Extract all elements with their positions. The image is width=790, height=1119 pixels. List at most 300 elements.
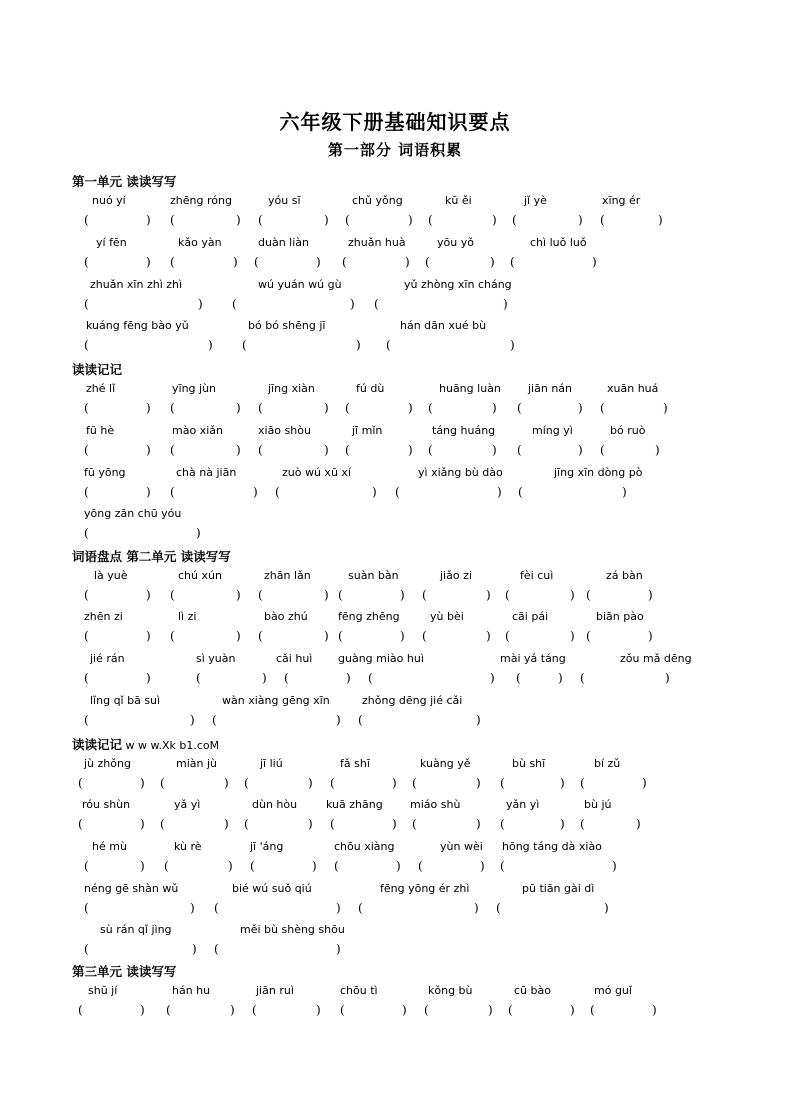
blank-close-paren: ) [486, 588, 491, 602]
blank-open-paren: ( [422, 588, 427, 602]
answer-blank-row [72, 485, 762, 503]
pinyin-word: kǎo yàn [178, 236, 222, 249]
pinyin-word: yǎ yì [174, 798, 201, 811]
pinyin-word: nuó yí [92, 194, 126, 207]
blank-open-paren: ( [84, 485, 89, 499]
pinyin-word: bào zhú [264, 610, 308, 623]
pinyin-word: fēng yōng ér zhì [380, 882, 470, 895]
blank-close-paren: ) [497, 485, 502, 499]
pinyin-word: chōu xiàng [334, 840, 395, 853]
blank-open-paren: ( [212, 713, 217, 727]
blank-open-paren: ( [500, 859, 505, 873]
blank-open-paren: ( [418, 859, 423, 873]
pinyin-word: zhuǎn huà [348, 236, 406, 249]
pinyin-word: fēng zhēng [338, 610, 400, 623]
blank-close-paren: ) [350, 297, 355, 311]
pinyin-word: hán dān xué bù [400, 319, 487, 332]
blank-open-paren: ( [244, 776, 249, 790]
blank-close-paren: ) [146, 588, 151, 602]
blank-close-paren: ) [592, 255, 597, 269]
blank-open-paren: ( [84, 629, 89, 643]
blank-open-paren: ( [508, 1003, 513, 1017]
blank-close-paren: ) [228, 859, 233, 873]
blank-close-paren: ) [346, 671, 351, 685]
blank-close-paren: ) [236, 588, 241, 602]
pinyin-word: hōng táng dà xiào [502, 840, 602, 853]
blank-open-paren: ( [258, 443, 263, 457]
blank-close-paren: ) [233, 255, 238, 269]
blank-close-paren: ) [480, 859, 485, 873]
blank-open-paren: ( [170, 213, 175, 227]
blank-open-paren: ( [258, 629, 263, 643]
pinyin-word: cū bào [514, 984, 551, 997]
pinyin-word: jī liú [260, 757, 283, 770]
blank-open-paren: ( [160, 817, 165, 831]
pinyin-word: yù bèi [430, 610, 464, 623]
pinyin-word: jié rán [90, 652, 125, 665]
pinyin-row [72, 569, 762, 587]
blank-close-paren: ) [236, 629, 241, 643]
pinyin-word: miáo shù [410, 798, 461, 811]
blank-close-paren: ) [648, 629, 653, 643]
blank-open-paren: ( [586, 629, 591, 643]
pinyin-word: zá bàn [606, 569, 643, 582]
pinyin-word: guàng miào huì [338, 652, 424, 665]
blank-open-paren: ( [340, 1003, 345, 1017]
blank-close-paren: ) [570, 1003, 575, 1017]
blank-open-paren: ( [586, 588, 591, 602]
pinyin-word: yīng jùn [172, 382, 217, 395]
blank-close-paren: ) [490, 671, 495, 685]
blank-open-paren: ( [170, 629, 175, 643]
section-heading-watermark: w w w.Xk b1.coM [122, 739, 220, 752]
blank-close-paren: ) [146, 443, 151, 457]
blank-close-paren: ) [336, 942, 341, 956]
blank-open-paren: ( [516, 671, 521, 685]
pinyin-word: zhān lǎn [264, 569, 311, 582]
blank-open-paren: ( [600, 401, 605, 415]
blank-open-paren: ( [338, 629, 343, 643]
blank-close-paren: ) [324, 443, 329, 457]
blank-open-paren: ( [84, 297, 89, 311]
blank-open-paren: ( [170, 588, 175, 602]
pinyin-word: jīng xiàn [268, 382, 315, 395]
blank-open-paren: ( [84, 859, 89, 873]
blank-close-paren: ) [490, 255, 495, 269]
blank-open-paren: ( [422, 629, 427, 643]
pinyin-word: měi bù shèng shōu [240, 923, 345, 936]
blank-open-paren: ( [232, 297, 237, 311]
pinyin-word: là yuè [94, 569, 128, 582]
blank-open-paren: ( [78, 817, 83, 831]
blank-close-paren: ) [140, 817, 145, 831]
blank-open-paren: ( [330, 817, 335, 831]
blank-close-paren: ) [208, 338, 213, 352]
blank-close-paren: ) [236, 443, 241, 457]
pinyin-row [72, 882, 762, 900]
blank-close-paren: ) [224, 776, 229, 790]
blank-open-paren: ( [500, 817, 505, 831]
blank-close-paren: ) [558, 671, 563, 685]
blank-close-paren: ) [146, 401, 151, 415]
blank-close-paren: ) [400, 629, 405, 643]
blank-close-paren: ) [146, 629, 151, 643]
pinyin-word: zhēn zi [84, 610, 123, 623]
pinyin-row [72, 236, 762, 254]
answer-blank-row [72, 443, 762, 461]
blank-close-paren: ) [146, 255, 151, 269]
blank-open-paren: ( [580, 817, 585, 831]
pinyin-word: chōu tì [340, 984, 378, 997]
pinyin-row [72, 798, 762, 816]
pinyin-word: xiāo shòu [258, 424, 311, 437]
blank-close-paren: ) [312, 859, 317, 873]
blank-open-paren: ( [84, 443, 89, 457]
section-heading [72, 735, 219, 753]
blank-open-paren: ( [600, 443, 605, 457]
blank-close-paren: ) [663, 401, 668, 415]
blank-open-paren: ( [170, 255, 175, 269]
blank-close-paren: ) [408, 443, 413, 457]
pinyin-word: jīng xīn dòng pò [554, 466, 643, 479]
blank-open-paren: ( [505, 588, 510, 602]
pinyin-word: hé mù [92, 840, 127, 853]
pinyin-row [72, 610, 762, 628]
pinyin-word: yōu yǒ [437, 236, 474, 249]
blank-open-paren: ( [600, 213, 605, 227]
pinyin-row [72, 507, 762, 525]
blank-open-paren: ( [284, 671, 289, 685]
blank-close-paren: ) [405, 255, 410, 269]
blank-open-paren: ( [84, 526, 89, 540]
blank-open-paren: ( [580, 776, 585, 790]
blank-open-paren: ( [345, 213, 350, 227]
blank-open-paren: ( [160, 776, 165, 790]
answer-blank-row [72, 588, 762, 606]
blank-open-paren: ( [425, 255, 430, 269]
blank-close-paren: ) [140, 776, 145, 790]
page-title: 六年级下册基础知识要点 [279, 110, 511, 134]
blank-open-paren: ( [214, 942, 219, 956]
pinyin-word: bù shī [512, 757, 546, 770]
blank-open-paren: ( [590, 1003, 595, 1017]
blank-open-paren: ( [345, 401, 350, 415]
pinyin-word: duàn liàn [258, 236, 309, 249]
blank-open-paren: ( [170, 485, 175, 499]
pinyin-word: zhuǎn xīn zhì zhì [90, 278, 183, 291]
pinyin-word: bù jú [584, 798, 612, 811]
blank-close-paren: ) [324, 401, 329, 415]
pinyin-row [72, 319, 762, 337]
blank-open-paren: ( [78, 776, 83, 790]
pinyin-word: bó bó shēng jī [248, 319, 326, 332]
pinyin-word: xīng ér [602, 194, 641, 207]
pinyin-word: jiǎo zi [440, 569, 472, 582]
pinyin-row [72, 278, 762, 296]
blank-close-paren: ) [622, 485, 627, 499]
blank-open-paren: ( [84, 713, 89, 727]
blank-open-paren: ( [358, 901, 363, 915]
pinyin-word: néng gē shàn wǔ [84, 882, 179, 895]
pinyin-word: wú yuán wú gù [258, 278, 342, 291]
pinyin-word: pū tiān gài dì [522, 882, 595, 895]
blank-close-paren: ) [140, 1003, 145, 1017]
pinyin-word: yùn wèi [440, 840, 483, 853]
section-heading [72, 360, 122, 378]
blank-open-paren: ( [84, 213, 89, 227]
blank-close-paren: ) [236, 401, 241, 415]
pinyin-word: jiān nán [528, 382, 573, 395]
blank-close-paren: ) [560, 776, 565, 790]
blank-close-paren: ) [146, 485, 151, 499]
blank-close-paren: ) [578, 443, 583, 457]
answer-blank-row [72, 338, 762, 356]
answer-blank-row [72, 255, 762, 273]
blank-open-paren: ( [84, 671, 89, 685]
blank-close-paren: ) [190, 901, 195, 915]
blank-open-paren: ( [166, 1003, 171, 1017]
blank-close-paren: ) [408, 213, 413, 227]
blank-close-paren: ) [492, 443, 497, 457]
pinyin-word: yǎn yì [506, 798, 540, 811]
blank-close-paren: ) [336, 713, 341, 727]
section-heading [72, 547, 231, 565]
pinyin-word: jī 'áng [250, 840, 284, 853]
blank-open-paren: ( [424, 1003, 429, 1017]
blank-close-paren: ) [655, 443, 660, 457]
blank-open-paren: ( [512, 213, 517, 227]
pinyin-row [72, 466, 762, 484]
blank-open-paren: ( [496, 901, 501, 915]
pinyin-row [72, 757, 762, 775]
blank-open-paren: ( [244, 817, 249, 831]
blank-open-paren: ( [334, 859, 339, 873]
pinyin-word: táng huáng [432, 424, 496, 437]
blank-open-paren: ( [412, 776, 417, 790]
section-heading-text: 第三单元 读读写写 [72, 964, 177, 979]
blank-close-paren: ) [492, 401, 497, 415]
blank-close-paren: ) [396, 859, 401, 873]
blank-close-paren: ) [356, 338, 361, 352]
pinyin-word: cǎi huì [276, 652, 313, 665]
blank-open-paren: ( [252, 1003, 257, 1017]
answer-blank-row [72, 213, 762, 231]
pinyin-word: jiān ruì [256, 984, 294, 997]
answer-blank-row [72, 901, 762, 919]
blank-close-paren: ) [402, 1003, 407, 1017]
pinyin-word: huāng luàn [439, 382, 501, 395]
blank-close-paren: ) [308, 817, 313, 831]
blank-close-paren: ) [658, 213, 663, 227]
blank-open-paren: ( [412, 817, 417, 831]
blank-close-paren: ) [262, 671, 267, 685]
pinyin-row [72, 923, 762, 941]
blank-open-paren: ( [242, 338, 247, 352]
pinyin-word: róu shùn [82, 798, 131, 811]
pinyin-row [72, 194, 762, 212]
pinyin-word: jī mǐn [352, 424, 383, 437]
blank-open-paren: ( [170, 443, 175, 457]
blank-close-paren: ) [604, 901, 609, 915]
blank-open-paren: ( [84, 588, 89, 602]
blank-close-paren: ) [146, 213, 151, 227]
blank-open-paren: ( [517, 443, 522, 457]
blank-open-paren: ( [518, 485, 523, 499]
blank-close-paren: ) [665, 671, 670, 685]
blank-open-paren: ( [164, 859, 169, 873]
blank-open-paren: ( [428, 401, 433, 415]
blank-open-paren: ( [258, 213, 263, 227]
pinyin-word: yí fēn [96, 236, 127, 249]
blank-close-paren: ) [636, 817, 641, 831]
pinyin-word: kū ěi [445, 194, 472, 207]
blank-close-paren: ) [474, 901, 479, 915]
blank-close-paren: ) [196, 526, 201, 540]
blank-close-paren: ) [560, 817, 565, 831]
answer-blank-row [72, 817, 762, 835]
pinyin-word: kǒng bù [428, 984, 473, 997]
blank-close-paren: ) [316, 1003, 321, 1017]
pinyin-word: kuā zhāng [326, 798, 383, 811]
blank-close-paren: ) [192, 942, 197, 956]
pinyin-word: jù zhǒng [84, 757, 131, 770]
pinyin-word: fū yōng [84, 466, 126, 479]
pinyin-word: zhēng róng [170, 194, 232, 207]
pinyin-word: shū jí [88, 984, 118, 997]
pinyin-row [72, 694, 762, 712]
blank-close-paren: ) [476, 713, 481, 727]
blank-close-paren: ) [578, 401, 583, 415]
answer-blank-row [72, 671, 762, 689]
pinyin-word: chú xún [178, 569, 222, 582]
answer-blank-row [72, 713, 762, 731]
blank-close-paren: ) [612, 859, 617, 873]
pinyin-word: zhǒng dēng jié cǎi [362, 694, 463, 707]
blank-open-paren: ( [500, 776, 505, 790]
blank-close-paren: ) [146, 671, 151, 685]
blank-open-paren: ( [250, 859, 255, 873]
blank-open-paren: ( [345, 443, 350, 457]
blank-open-paren: ( [428, 443, 433, 457]
blank-open-paren: ( [275, 485, 280, 499]
section-heading-text: 第一单元 读读写写 [72, 174, 177, 189]
blank-open-paren: ( [338, 588, 343, 602]
pinyin-word: cāi pái [512, 610, 549, 623]
blank-open-paren: ( [84, 901, 89, 915]
pinyin-row [72, 840, 762, 858]
answer-blank-row [72, 776, 762, 794]
blank-close-paren: ) [400, 588, 405, 602]
blank-open-paren: ( [84, 255, 89, 269]
blank-close-paren: ) [324, 588, 329, 602]
blank-close-paren: ) [476, 776, 481, 790]
pinyin-word: kù rè [174, 840, 202, 853]
blank-open-paren: ( [330, 776, 335, 790]
blank-open-paren: ( [196, 671, 201, 685]
pinyin-word: lì zi [178, 610, 197, 623]
pinyin-word: sù rán qǐ jìng [100, 923, 172, 936]
blank-close-paren: ) [642, 776, 647, 790]
pinyin-word: mào xiǎn [172, 424, 223, 437]
blank-close-paren: ) [570, 629, 575, 643]
section-heading [72, 172, 176, 190]
pinyin-word: fǎ shī [340, 757, 370, 770]
blank-open-paren: ( [517, 401, 522, 415]
blank-open-paren: ( [84, 401, 89, 415]
blank-open-paren: ( [258, 588, 263, 602]
blank-close-paren: ) [372, 485, 377, 499]
pinyin-word: fū hè [86, 424, 115, 437]
pinyin-word: mó guǐ [594, 984, 632, 997]
pinyin-word: yóu sī [268, 194, 301, 207]
pinyin-row [72, 424, 762, 442]
blank-close-paren: ) [336, 901, 341, 915]
pinyin-word: yōng zān chū yóu [84, 507, 182, 520]
answer-blank-row [72, 859, 762, 877]
pinyin-word: míng yì [532, 424, 573, 437]
pinyin-word: fú dù [356, 382, 385, 395]
pinyin-word: lǐng qǐ bā suì [90, 694, 161, 707]
answer-blank-row [72, 942, 762, 960]
pinyin-word: dùn hòu [252, 798, 298, 811]
answer-blank-row [72, 1003, 762, 1021]
pinyin-word: biān pào [596, 610, 644, 623]
blank-close-paren: ) [324, 629, 329, 643]
pinyin-word: mài yá táng [500, 652, 566, 665]
blank-close-paren: ) [578, 213, 583, 227]
blank-open-paren: ( [78, 1003, 83, 1017]
page-subtitle: 第一部分 词语积累 [327, 141, 463, 159]
blank-open-paren: ( [505, 629, 510, 643]
answer-blank-row [72, 297, 762, 315]
pinyin-word: chà nà jiān [176, 466, 237, 479]
pinyin-word: zuò wú xū xí [282, 466, 351, 479]
blank-close-paren: ) [488, 1003, 493, 1017]
blank-open-paren: ( [258, 401, 263, 415]
blank-close-paren: ) [392, 817, 397, 831]
blank-close-paren: ) [140, 859, 145, 873]
blank-open-paren: ( [214, 901, 219, 915]
pinyin-word: zǒu mǎ dēng [620, 652, 692, 665]
blank-close-paren: ) [224, 817, 229, 831]
pinyin-word: kuáng fēng bào yǔ [86, 319, 189, 332]
pinyin-word: hán hu [172, 984, 211, 997]
blank-close-paren: ) [652, 1003, 657, 1017]
pinyin-row [72, 382, 762, 400]
answer-blank-row [72, 401, 762, 419]
pinyin-word: jǐ yè [524, 194, 547, 207]
answer-blank-row [72, 629, 762, 647]
pinyin-word: bié wú suǒ qiú [232, 882, 312, 895]
blank-open-paren: ( [254, 255, 259, 269]
section-heading-text: 读读记记 [72, 362, 123, 377]
blank-close-paren: ) [198, 297, 203, 311]
pinyin-word: suàn bàn [348, 569, 399, 582]
blank-close-paren: ) [476, 817, 481, 831]
pinyin-word: sì yuàn [196, 652, 236, 665]
blank-open-paren: ( [84, 338, 89, 352]
blank-close-paren: ) [392, 776, 397, 790]
blank-close-paren: ) [316, 255, 321, 269]
blank-close-paren: ) [236, 213, 241, 227]
pinyin-word: zhé lǐ [86, 382, 116, 395]
pinyin-word: yì xiǎng bù dào [418, 466, 503, 479]
blank-open-paren: ( [428, 213, 433, 227]
blank-close-paren: ) [324, 213, 329, 227]
answer-blank-row [72, 526, 762, 544]
pinyin-word: wàn xiàng gēng xīn [222, 694, 330, 707]
pinyin-word: bí zǔ [594, 757, 621, 770]
